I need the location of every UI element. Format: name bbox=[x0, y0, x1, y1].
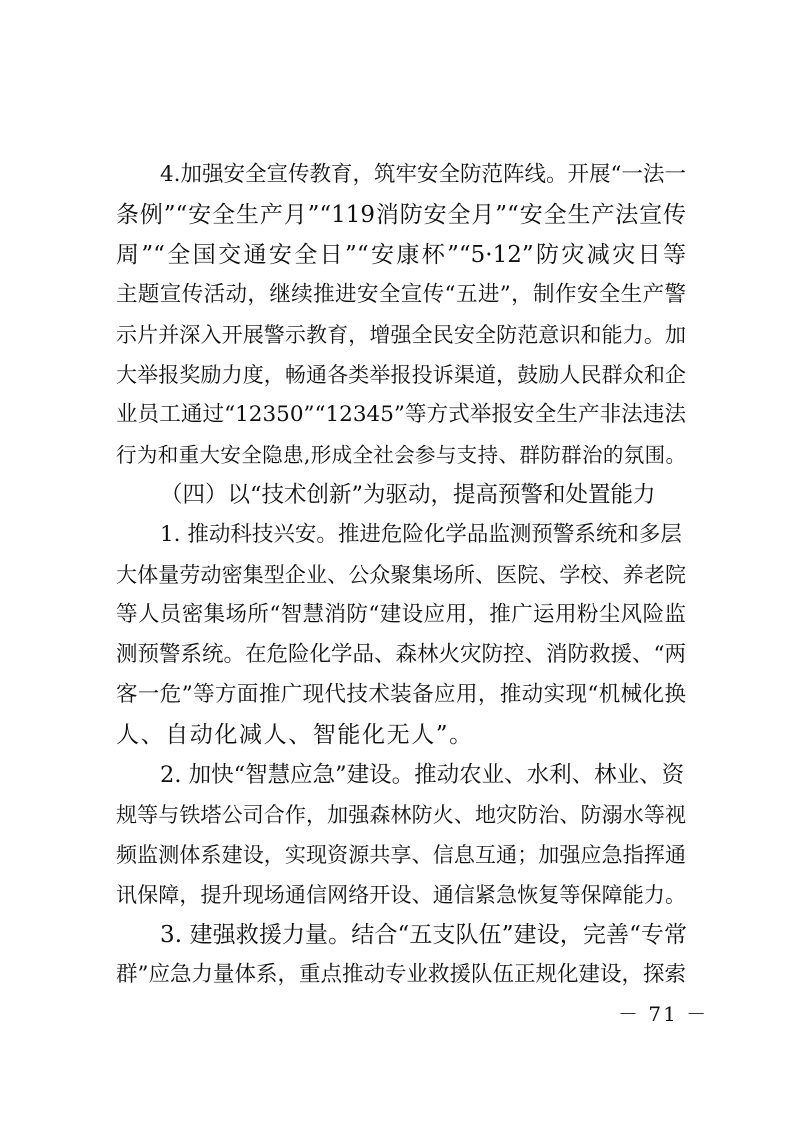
para-4-line-6: 大举报奖励力度，畅通各类举报投诉渠道，鼓励人民群众和企 bbox=[116, 363, 686, 387]
item-1-line-6: 人、自动化减人、智能化无人”。 bbox=[116, 722, 474, 748]
item-1-line-5: 客一危”等方面推广现代技术装备应用，推动实现“机械化换 bbox=[116, 682, 686, 707]
item-2-line-4: 讯保障，提升现场通信网络开设、通信紧急恢复等保障能力。 bbox=[116, 883, 686, 907]
para-4-line-2: 条例”“安全生产月”“119消防安全月”“安全生产法宣传 bbox=[116, 202, 686, 228]
para-4-line-3: 周”“全国交通安全日”“安康杯”“5·12”防灾减灾日等 bbox=[116, 242, 686, 268]
section-heading-4: （四）以“技术创新”为驱动，提高预警和处置能力 bbox=[160, 482, 656, 508]
item-1-line-4: 测预警系统。在危险化学品、森林火灾防控、消防救援、“两 bbox=[116, 642, 686, 667]
item-2-line-3: 频监测体系建设，实现资源共享、信息互通；加强应急指挥通 bbox=[116, 843, 686, 867]
item-3-line-2: 群”应急力量体系，重点推动专业救援队伍正规化建设，探索 bbox=[116, 962, 686, 987]
item-1-line-3: 等人员密集场所“智慧消防“建设应用，推广运用粉尘风险监 bbox=[116, 602, 686, 627]
para-4-line-4: 主题宣传活动，继续推进安全宣传“五进”，制作安全生产警 bbox=[116, 282, 686, 307]
item-2-line-2: 规等与铁塔公司合作，加强森林防火、地灾防治、防溺水等视 bbox=[116, 803, 686, 827]
item-3-line-1: 3. 建强救援力量。结合“五支队伍”建设，完善“专常 bbox=[160, 922, 688, 948]
item-1-line-2: 大体量劳动密集型企业、公众聚集场所、医院、学校、养老院 bbox=[116, 563, 686, 587]
para-4-line-1: 4.加强安全宣传教育，筑牢安全防范阵线。开展“一法一 bbox=[160, 162, 687, 187]
para-4-line-7: 业员工通过“12350”“12345”等方式举报安全生产非法违法 bbox=[116, 402, 686, 427]
item-1-line-1: 1. 推动科技兴安。推进危险化学品监测预警系统和多层 bbox=[160, 522, 682, 547]
page-number: － 71 － bbox=[618, 1002, 709, 1026]
para-4-line-8: 行为和重大安全隐患,形成全社会参与支持、群防群治的氛围。 bbox=[116, 443, 686, 467]
para-4-line-5: 示片并深入开展警示教育，增强全民安全防范意识和能力。加 bbox=[116, 323, 686, 347]
item-2-line-1: 2. 加快“智慧应急”建设。推动农业、水利、林业、资 bbox=[160, 762, 685, 788]
